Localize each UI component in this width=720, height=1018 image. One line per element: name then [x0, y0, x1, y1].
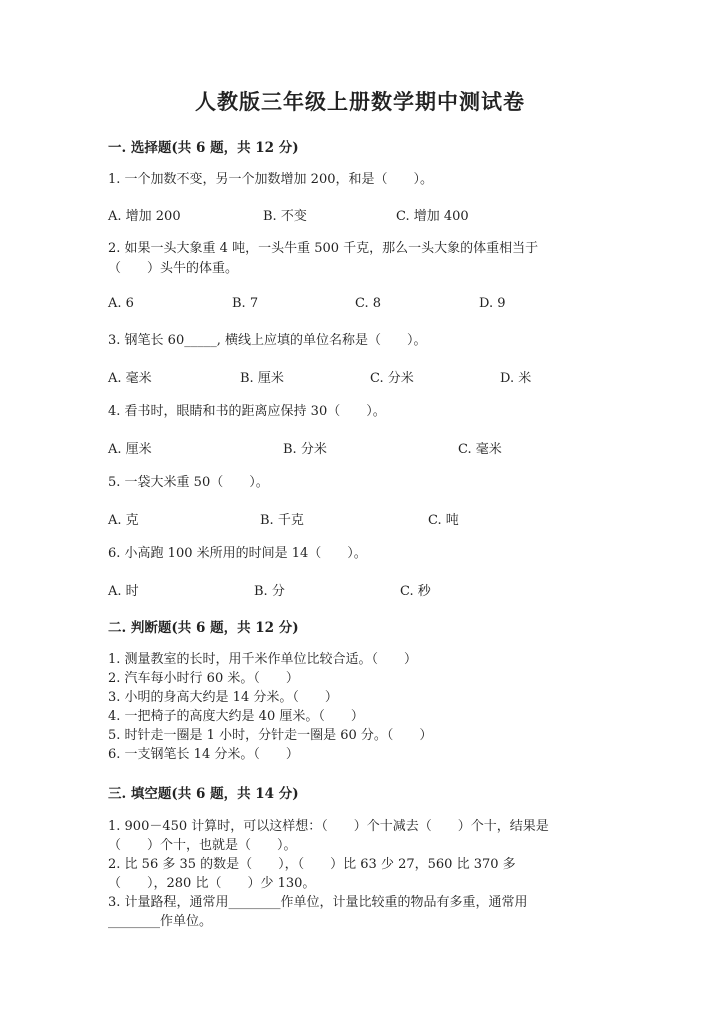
option-2a: A. 6	[108, 296, 134, 311]
judgment-item-3: 3. 小明的身高大约是 14 分米。（ ）	[108, 690, 338, 705]
option-6b: B. 分	[254, 584, 285, 599]
option-3a: A. 毫米	[108, 371, 152, 386]
fill-item-1-line2: （ ）个十，也就是（ ）。	[108, 838, 297, 853]
option-2d: D. 9	[479, 296, 506, 311]
question-1: 1. 一个加数不变，另一个加数增加 200，和是（ ）。	[108, 172, 433, 187]
option-4a: A. 厘米	[108, 442, 152, 457]
option-2b: B. 7	[232, 296, 259, 311]
fill-item-2-line2: （ ），280 比（ ）少 130。	[108, 876, 316, 891]
option-4b: B. 分米	[283, 442, 327, 457]
judgment-item-4: 4. 一把椅子的高度大约是 40 厘米。（ ）	[108, 709, 364, 724]
option-1c: C. 增加 400	[396, 209, 469, 224]
option-3b: B. 厘米	[240, 371, 284, 386]
option-5b: B. 千克	[260, 513, 304, 528]
option-3c: C. 分米	[370, 371, 414, 386]
option-2c: C. 8	[355, 296, 382, 311]
option-5c: C. 吨	[428, 513, 459, 528]
judgment-item-2: 2. 汽车每小时行 60 米。（ ）	[108, 671, 299, 686]
section-heading-judgment: 二. 判断题(共 6 题，共 12 分)	[108, 620, 299, 636]
question-2-line2: （ ）头牛的体重。	[108, 261, 239, 276]
option-1a: A. 增加 200	[108, 209, 181, 224]
option-4c: C. 毫米	[458, 442, 502, 457]
judgment-item-1: 1. 测量教室的长时，用千米作单位比较合适。（ ）	[108, 652, 418, 667]
fill-item-3-line1: 3. 计量路程，通常用________作单位，计量比较重的物品有多重，通常用	[108, 895, 528, 910]
page-title: 人教版三年级上册数学期中测试卷	[195, 89, 525, 114]
fill-item-2-line1: 2. 比 56 多 35 的数是（ ），（ ）比 63 少 27，560 比 370 多	[108, 857, 516, 872]
fill-item-3-line2: ________作单位。	[108, 914, 213, 929]
option-6c: C. 秒	[400, 584, 431, 599]
option-1b: B. 不变	[263, 209, 307, 224]
question-4: 4. 看书时，眼睛和书的距离应保持 30（ ）。	[108, 404, 386, 419]
fill-item-1-line1: 1. 900－450 计算时，可以这样想：（ ）个十减去（ ）个十，结果是	[108, 819, 549, 834]
option-5a: A. 克	[108, 513, 139, 528]
judgment-item-5: 5. 时针走一圈是 1 小时，分针走一圈是 60 分。（ ）	[108, 728, 433, 743]
option-3d: D. 米	[500, 371, 532, 386]
question-6: 6. 小高跑 100 米所用的时间是 14（ ）。	[108, 546, 367, 561]
section-heading-fill-blank: 三. 填空题(共 6 题，共 14 分)	[108, 786, 299, 802]
judgment-item-6: 6. 一支钢笔长 14 分米。（ ）	[108, 747, 299, 762]
option-6a: A. 时	[108, 584, 139, 599]
question-3: 3. 钢笔长 60_____, 横线上应填的单位名称是（ ）。	[108, 333, 427, 348]
question-2-line1: 2. 如果一头大象重 4 吨，一头牛重 500 千克，那么一头大象的体重相当于	[108, 241, 539, 256]
question-5: 5. 一袋大米重 50（ ）。	[108, 475, 269, 490]
section-heading-choice: 一. 选择题(共 6 题，共 12 分)	[108, 140, 299, 156]
